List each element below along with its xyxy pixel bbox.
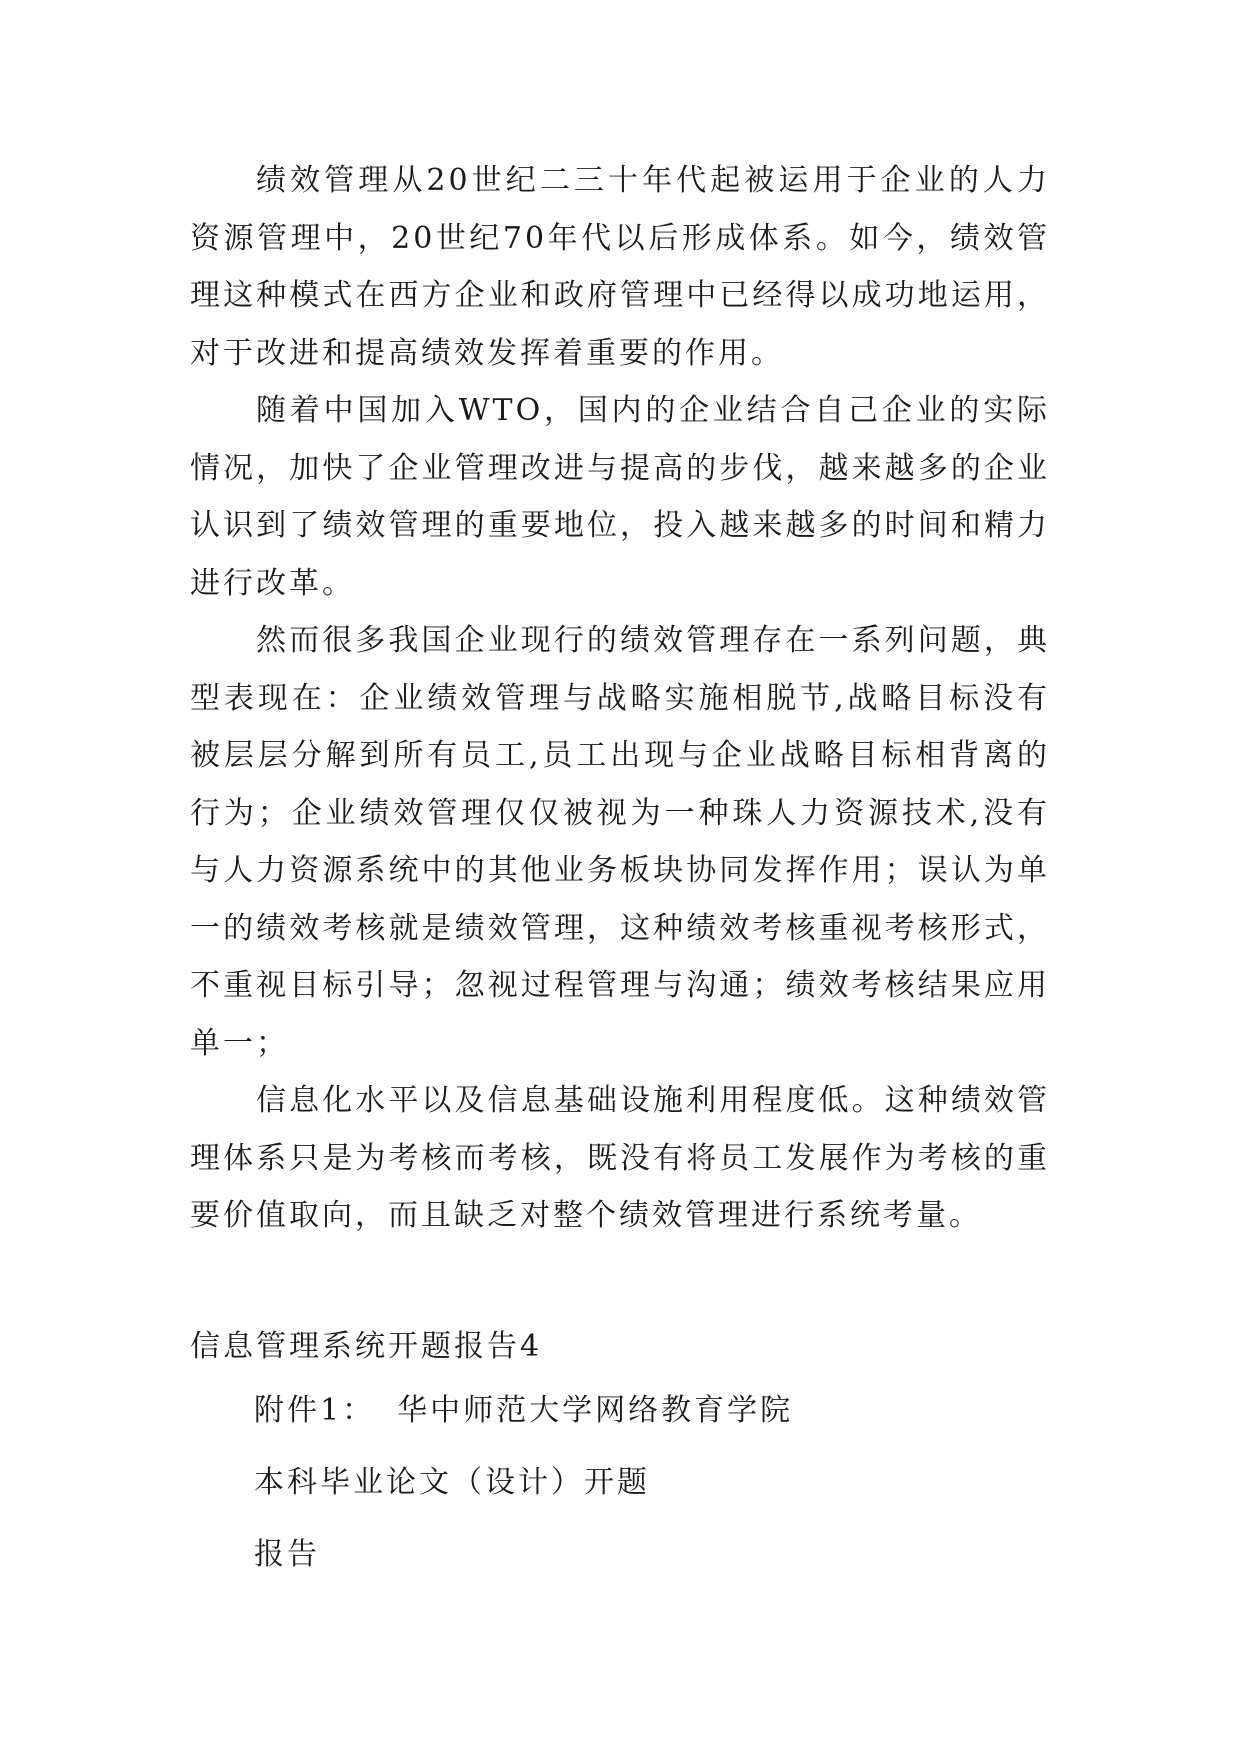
attachment-label: 附件1： [254, 1393, 376, 1428]
paragraph-wto: 随着中国加入WTO，国内的企业结合自己企业的实际情况，加快了企业管理改进与提高的步伐，越来越多的企业认识到了绩效管理的重要地位，投入越来越多的时间和精力进行改革。 [190, 393, 1050, 601]
body-text [190, 152, 1050, 1245]
report-section [190, 1318, 1050, 1591]
paragraph-intro: 绩效管理从20世纪二三十年代起被运用于企业的人力资源管理中，20世纪70年代以后形成体系。如今，绩效管理这种模式在西方企业和政府管理中已经得以成功地运用，对于改进和提高绩效发挥着重要的作用。 [190, 163, 1050, 371]
paragraph-informatization: 信息化水平以及信息基础设施利用程度低。这种绩效管理体系只是为考核而考核，既没有将员工发展作为考核的重要价值取向，而且缺乏对整个绩效管理进行系统考量。 [190, 1083, 1050, 1233]
section-title: 信息管理系统开题报告4 [190, 1329, 543, 1364]
institution-name: 华中师范大学网络教育学院 [397, 1393, 794, 1428]
report-title-line-2: 报告 [254, 1537, 320, 1572]
report-title-line: 本科毕业论文（设计）开题 [254, 1465, 650, 1500]
attachment-line [190, 1375, 1050, 1447]
paragraph-problems: 然而很多我国企业现行的绩效管理存在一系列问题，典型表现在：企业绩效管理与战略实施相脱节,战略目标没有被层层分解到所有员工,员工出现与企业战略目标相背离的行为；企业绩效管理仅仅被视为一种珠人力资源技术,没有与人力资源系统中的其他业务板块协同发挥作用；误认为单一的绩效考核就是绩效管理，这种绩效考核重视考核形式，不重视目标引导；忽视过程管理与沟通；绩效考核结果应用单一； [190, 623, 1050, 1061]
